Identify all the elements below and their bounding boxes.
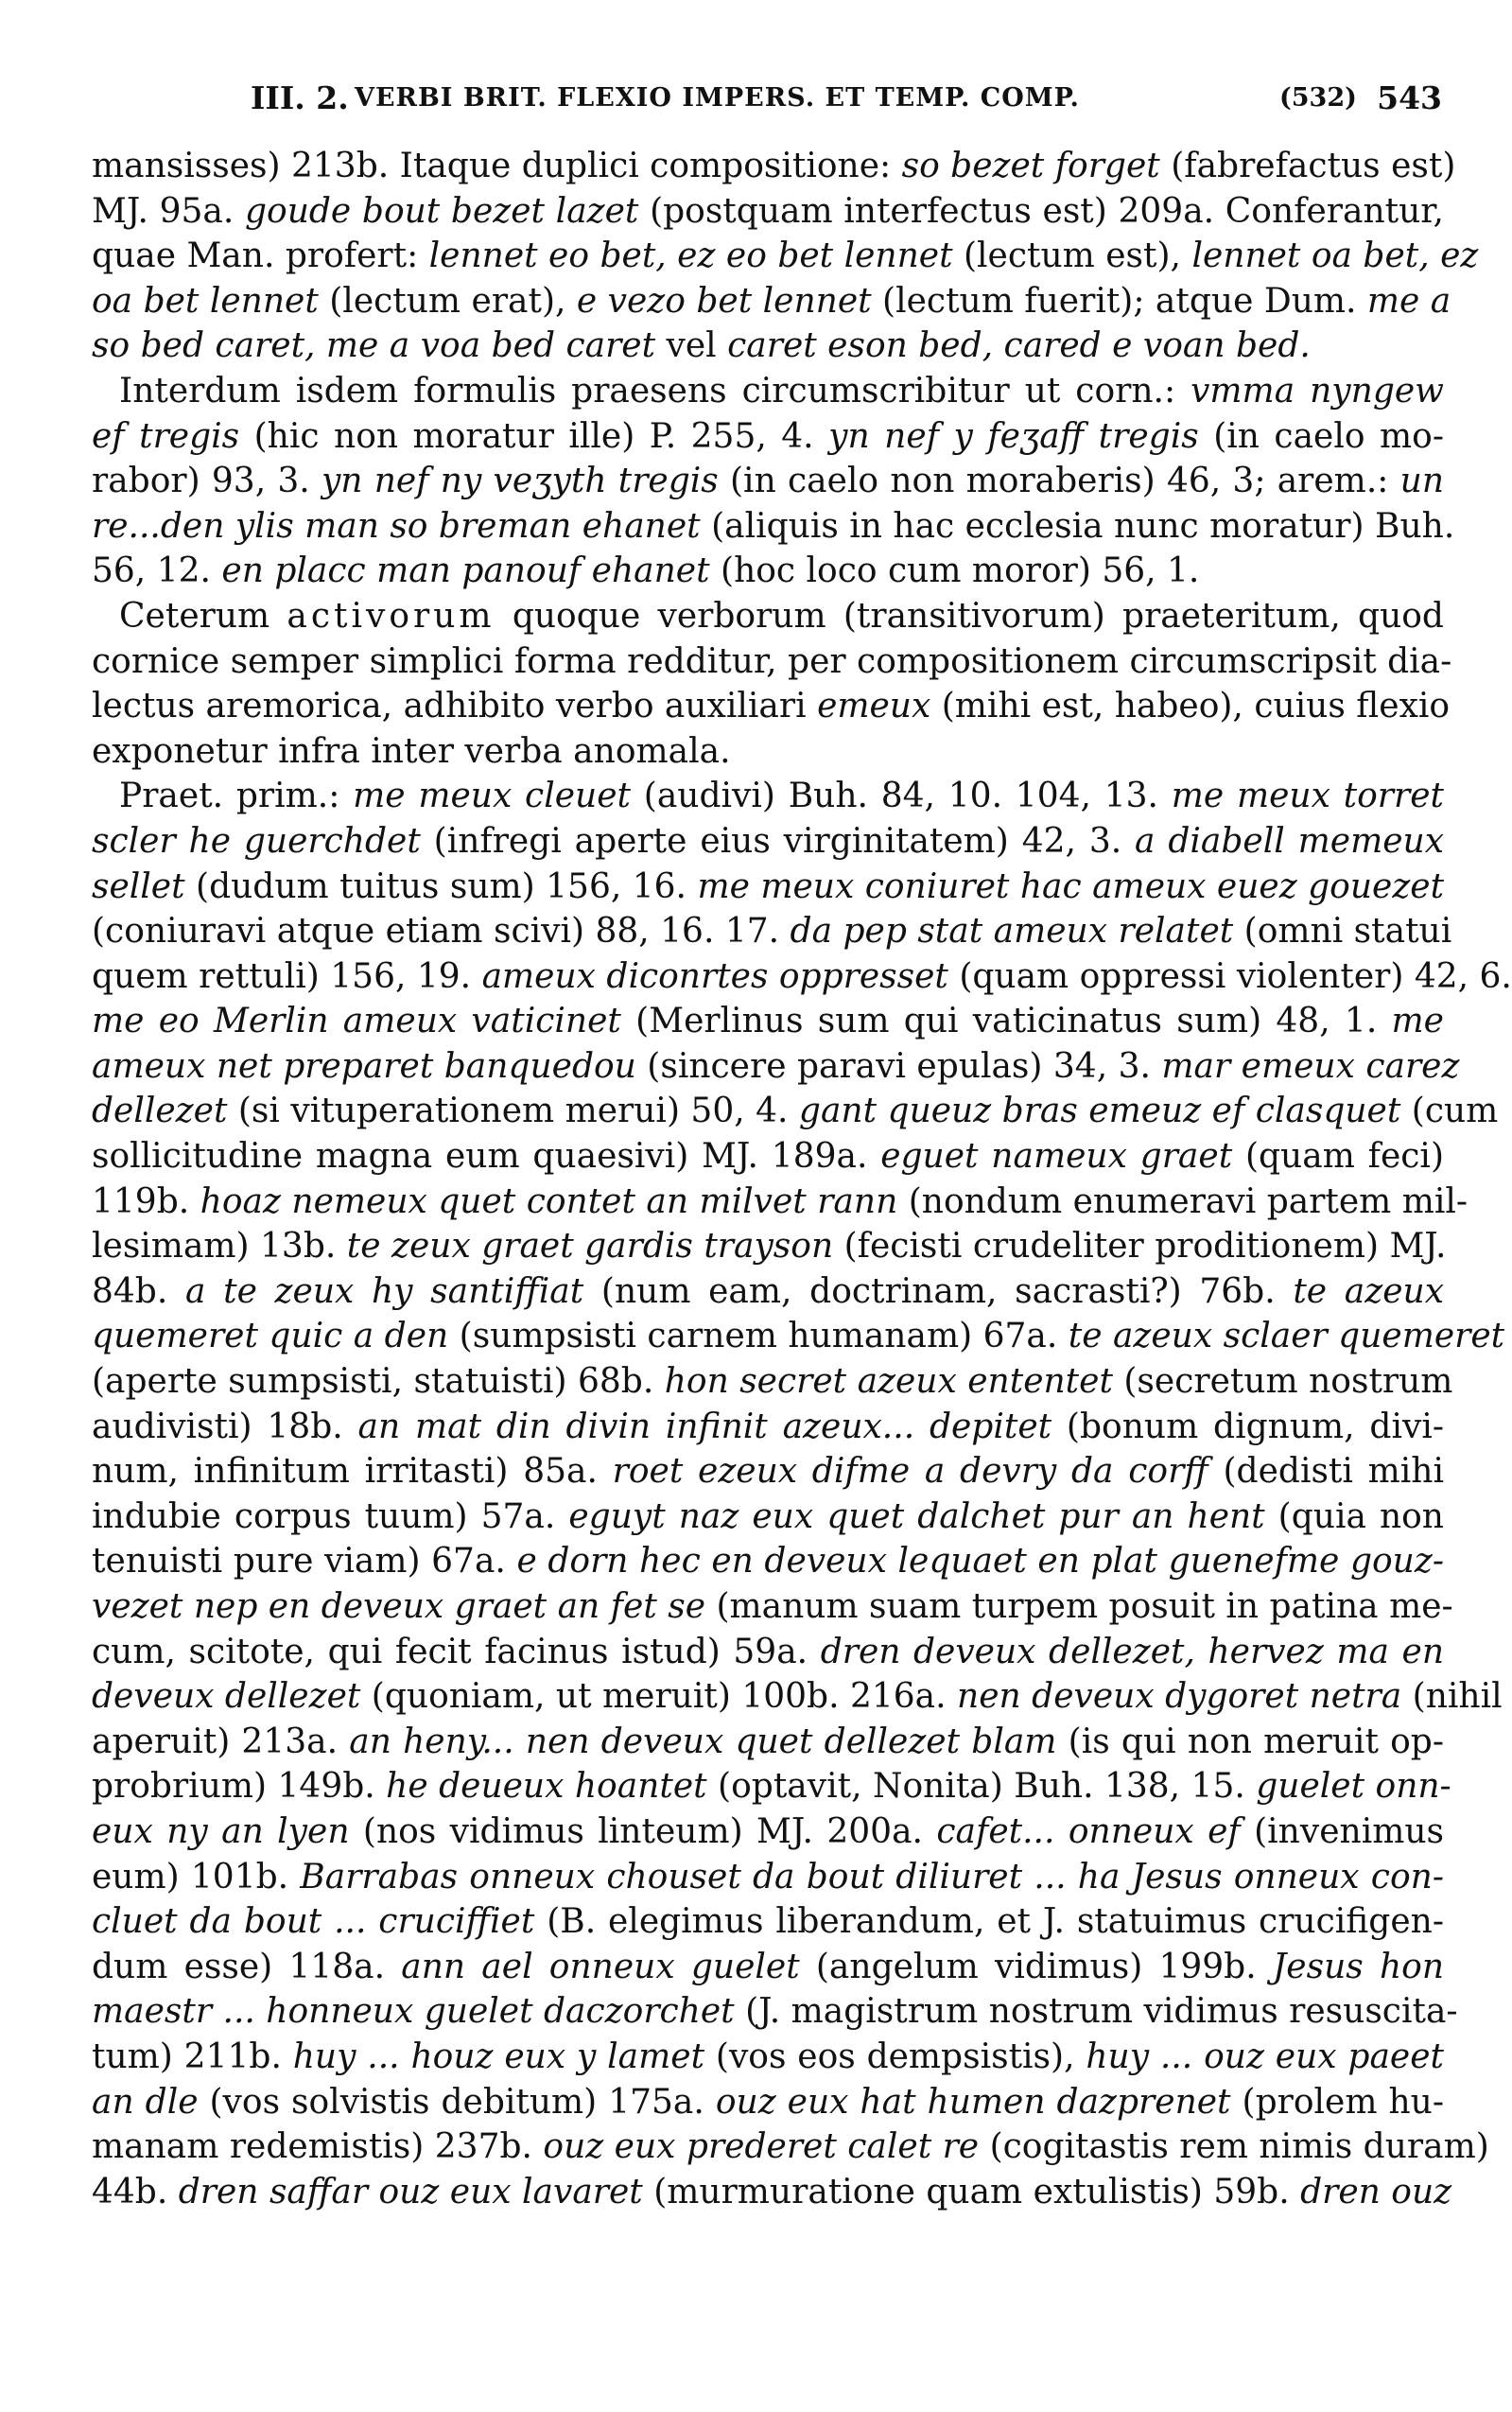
breton-quote: ann ael onneux guelet — [401, 1947, 800, 1986]
breton-quote: huy ... houz eux y lamet — [292, 2036, 705, 2076]
breton-quote: ouz eux prederet calet re — [543, 2127, 980, 2167]
text-line — [92, 414, 1444, 460]
breton-quote: Jesus hon — [1272, 1947, 1445, 1986]
latin-text: tum) 211b. — [92, 2036, 293, 2076]
latin-text: vel — [655, 326, 728, 366]
latin-text: (bonum dignum, divi- — [1051, 1407, 1444, 1446]
text-line — [92, 1989, 1458, 2035]
text-line — [92, 1809, 1444, 1855]
text-line — [92, 1899, 1444, 1945]
text-line — [92, 819, 1444, 865]
text-line — [92, 504, 1455, 550]
latin-text: (optavit, Nonita) Buh. 138, 15. — [706, 1767, 1257, 1807]
breton-quote: sellet — [92, 866, 185, 906]
body-text — [92, 144, 1512, 2214]
breton-quote: me meux cleuet — [353, 777, 631, 816]
latin-text: (sincere paravi epulas) 34, 3. — [635, 1046, 1162, 1086]
latin-text: probrium) 149b. — [92, 1767, 387, 1807]
latin-text: (dudum tuitus sum) 156, 16. — [184, 866, 698, 906]
latin-text: (sumpsisti carnem humanam) 67a. — [448, 1317, 1069, 1356]
breton-quote: so bed caret, me a voa bed caret — [92, 326, 656, 366]
breton-quote: Barrabas onneux chouset da bout diliuret ... ha Jesus onneux con- — [300, 1857, 1444, 1896]
breton-quote: lennet eo bet, ez eo bet lennet — [428, 236, 953, 276]
latin-text: lectus aremorica, adhibito verbo auxiliari — [92, 687, 818, 726]
breton-quote: caret eson bed, cared e voan bed. — [727, 326, 1311, 366]
breton-quote: eguyt naz eux quet dalchet pur an hent — [568, 1496, 1265, 1536]
breton-quote: yn nef ny veʒyth tregis — [321, 462, 719, 501]
breton-quote: mar emeux carez — [1161, 1046, 1460, 1086]
latin-text: (secretum nostrum — [1112, 1362, 1453, 1402]
text-line — [92, 999, 1444, 1044]
latin-text: (aliquis in hac ecclesia nunc moratur) Buh. — [700, 506, 1455, 546]
latin-text: 84b. — [92, 1271, 185, 1311]
breton-quote: emeux — [817, 687, 931, 726]
breton-quote: quemeret quic a den — [92, 1317, 449, 1356]
section-number: III. 2. — [251, 79, 349, 116]
latin-text: (mihi est, habeo), cuius flexio — [930, 687, 1451, 726]
latin-text: (cum — [1400, 1092, 1499, 1131]
latin-text: activorum — [287, 596, 495, 636]
breton-quote: an mat din divin infinit azeux... depitet — [357, 1407, 1052, 1446]
breton-quote: un — [1399, 462, 1445, 501]
breton-quote: roet ezeux difme a devry da corff — [612, 1452, 1208, 1492]
breton-quote: vmma nyngew — [1190, 371, 1444, 411]
breton-quote: dren deveux dellezet, hervez ma en — [820, 1632, 1445, 1671]
latin-text: (postquam interfectus est) 209a. Conferantur, — [638, 191, 1444, 231]
latin-text: (lectum fuerit); atque Dum. — [871, 281, 1367, 321]
breton-quote: he deueux hoantet — [386, 1767, 707, 1807]
latin-text: Ceterum — [119, 596, 287, 636]
breton-quote: me a — [1366, 281, 1451, 321]
latin-text: indubie corpus tuum) 57a. — [92, 1496, 569, 1536]
latin-text: (coniuravi atque etiam scivi) 88, 16. 17. — [92, 912, 791, 952]
text-line — [92, 2035, 1444, 2080]
latin-text: (dedisti mihi — [1208, 1452, 1444, 1492]
breton-quote: dren ouz — [1300, 2172, 1452, 2211]
latin-text: exponetur infra inter verba anomala. — [92, 731, 731, 771]
latin-text: sollicitudine magna eum quaesivi) MJ. 189a. — [92, 1137, 881, 1177]
breton-quote: me meux torret — [1171, 777, 1444, 816]
latin-text: (fabrefactus est) — [1159, 147, 1456, 185]
breton-quote: hon secret azeux ententet — [664, 1362, 1113, 1402]
breton-quote: an heny... nen deveux quet dellezet blam — [349, 1722, 1057, 1761]
text-line — [92, 684, 1451, 729]
text-line — [92, 1855, 1444, 1900]
breton-quote: en placc man panouf ehanet — [221, 551, 710, 591]
text-line — [92, 954, 1512, 1000]
text-line — [92, 234, 1479, 279]
breton-quote: e dorn hec en deveux lequaet en plat guenefme gouz- — [516, 1542, 1444, 1582]
latin-text: eum) 101b. — [92, 1857, 301, 1896]
text-line — [92, 639, 1452, 685]
text-line — [92, 1269, 1444, 1315]
latin-text: (hic non moratur ille) P. 255, 4. — [239, 416, 829, 456]
latin-text: (quam oppressi violenter) 42, 6. — [947, 956, 1512, 996]
latin-text: (B. elegimus liberandum, et J. statuimus crucifigen- — [534, 1902, 1445, 1942]
breton-quote: eguet nameux graet — [880, 1137, 1233, 1177]
text-line — [92, 1359, 1453, 1405]
breton-quote: vezet nep en deveux graet an fet se — [92, 1587, 706, 1626]
text-line — [92, 459, 1444, 504]
breton-quote: hoaz nemeux quet contet an milvet rann — [200, 1181, 898, 1221]
breton-quote: ameux net preparet banquedou — [92, 1046, 636, 1086]
latin-text: (Merlinus sum qui vaticinatus sum) 48, 1. — [620, 1002, 1392, 1041]
latin-text: (murmuratione quam extulistis) 59b. — [642, 2172, 1301, 2211]
latin-text: rabor) 93, 3. — [92, 462, 322, 501]
latin-text: mansisses) 213b. Itaque duplici compositione: — [92, 147, 902, 185]
text-line — [92, 1630, 1444, 1675]
latin-text: (nondum enumeravi partem mil- — [897, 1181, 1469, 1221]
latin-text: 56, 12. — [92, 551, 222, 591]
breton-quote: e vezo bet lennet — [576, 281, 872, 321]
breton-quote: a te zeux hy santiffiat — [184, 1271, 584, 1311]
text-line — [92, 2170, 1452, 2215]
latin-text: (angelum vidimus) 199b. — [799, 1947, 1273, 1986]
breton-quote: scler he guerchdet — [92, 821, 421, 861]
latin-text: quoque verborum (transitivorum) praeteritum, quod — [495, 596, 1444, 636]
text-line — [92, 1674, 1503, 1720]
text-line — [92, 1044, 1460, 1090]
breton-quote: huy ... ouz eux paeet — [1086, 2036, 1444, 2076]
text-line — [92, 1764, 1451, 1809]
latin-text: (prolem hu- — [1230, 2082, 1444, 2122]
breton-quote: goude bout bezet lazet — [244, 191, 639, 231]
breton-quote: cafet... onneux ef — [936, 1811, 1241, 1851]
latin-text: num, infinitum irritasti) 85a. — [92, 1452, 613, 1492]
text-line — [92, 1180, 1469, 1225]
breton-quote: re...den ylis man so breman ehanet — [92, 506, 701, 546]
latin-text: (quam feci) — [1232, 1137, 1444, 1177]
breton-quote: te azeux — [1293, 1271, 1445, 1311]
text-line — [92, 2124, 1489, 2170]
latin-text: quem rettuli) 156, 19. — [92, 956, 482, 996]
breton-quote: ameux diconrtes oppresset — [481, 956, 948, 996]
latin-text: (vos eos dempsistis), — [704, 2036, 1086, 2076]
text-line — [92, 144, 1456, 189]
latin-text: cum, scitote, qui fecit facinus istud) 59a. — [92, 1632, 821, 1671]
latin-text: (num eam, doctrinam, sacrasti?) 76b. — [583, 1271, 1294, 1311]
latin-text: (fecisti crudeliter proditionem) MJ. — [833, 1227, 1447, 1267]
latin-text: (cogitastis rem nimis duram) — [979, 2127, 1489, 2167]
running-header — [251, 76, 1442, 121]
latin-text: Praet. prim.: — [119, 777, 354, 816]
text-line — [92, 1089, 1499, 1134]
latin-text: cornice semper simplici forma redditur, per compositionem circumscripsit dia- — [92, 641, 1452, 681]
text-line — [92, 1314, 1505, 1359]
running-title: VERBI BRIT. FLEXIO IMPERS. ET TEMP. COMP. — [355, 83, 1080, 113]
text-line — [92, 729, 1444, 775]
text-line — [92, 1945, 1444, 1990]
latin-text: audivisti) 18b. — [92, 1407, 358, 1446]
latin-text: (lectum erat), — [318, 281, 577, 321]
breton-quote: te zeux graet gardis trayson — [346, 1227, 834, 1267]
latin-text: (in caelo non moraberis) 46, 3; arem.: — [718, 462, 1400, 501]
breton-quote: yn nef y feʒaff tregis — [828, 416, 1199, 456]
latin-text: Interdum isdem formulis praesens circumscribitur ut corn.: — [119, 371, 1191, 411]
original-page-ref: (532) — [1279, 83, 1357, 113]
text-line — [92, 1539, 1444, 1584]
latin-text: quae Man. profert: — [92, 236, 429, 276]
page-number: 543 — [1377, 79, 1442, 116]
text-line — [92, 1405, 1444, 1450]
text-line — [92, 594, 1444, 639]
text-line — [92, 2080, 1444, 2125]
text-line — [92, 1720, 1444, 1765]
latin-text: MJ. 95a. — [92, 191, 245, 231]
breton-quote: oa bet lennet — [92, 281, 319, 321]
text-line — [92, 1584, 1453, 1630]
latin-text: (is qui non meruit op- — [1056, 1722, 1444, 1761]
text-line — [92, 909, 1452, 954]
breton-quote: eux ny an lyen — [92, 1811, 350, 1851]
breton-quote: cluet da bout ... cruciffiet — [92, 1902, 535, 1942]
latin-text: (quia non — [1264, 1496, 1444, 1536]
latin-text: (infregi aperte eius virginitatem) 42, 3. — [420, 821, 1136, 861]
latin-text: (manum suam turpem posuit in patina me- — [705, 1587, 1453, 1626]
text-line — [92, 279, 1451, 324]
breton-quote: an dle — [92, 2082, 199, 2122]
text-line — [92, 1449, 1444, 1494]
breton-quote: da pep stat ameux relatet — [790, 912, 1234, 952]
latin-text: (aperte sumpsisti, statuisti) 68b. — [92, 1362, 665, 1402]
breton-quote: lennet oa bet, ez — [1191, 236, 1479, 276]
text-line — [92, 1134, 1444, 1180]
latin-text: (J. magistrum nostrum vidimus resuscita- — [734, 1992, 1458, 2032]
latin-text: lesimam) 13b. — [92, 1227, 347, 1267]
breton-quote: te azeux sclaer quemeret — [1068, 1317, 1505, 1356]
breton-quote: a diabell memeux — [1135, 821, 1445, 861]
latin-text: (si vituperationem merui) 50, 4. — [227, 1092, 799, 1131]
latin-text: (audivi) Buh. 84, 10. 104, 13. — [631, 777, 1172, 816]
breton-quote: dellezet — [92, 1092, 228, 1131]
latin-text: (vos solvistis debitum) 175a. — [198, 2082, 716, 2122]
text-line — [92, 189, 1444, 235]
breton-quote: nen deveux dygoret netra — [957, 1677, 1402, 1717]
text-line — [92, 1224, 1447, 1269]
breton-quote: ouz eux hat humen dazprenet — [715, 2082, 1231, 2122]
latin-text: (invenimus — [1240, 1811, 1444, 1851]
latin-text: (omni statui — [1233, 912, 1452, 952]
text-line — [92, 369, 1444, 414]
latin-text: aperuit) 213a. — [92, 1722, 350, 1761]
breton-quote: dren saffar ouz eux lavaret — [178, 2172, 643, 2211]
text-line — [92, 865, 1444, 910]
breton-quote: me — [1391, 1002, 1444, 1041]
breton-quote: guelet onn- — [1256, 1767, 1451, 1807]
latin-text: manam redemistis) 237b. — [92, 2127, 544, 2167]
latin-text: 119b. — [92, 1181, 200, 1221]
text-line — [92, 774, 1444, 819]
latin-text: (in caelo mo- — [1198, 416, 1445, 456]
breton-quote: deveux dellezet — [92, 1677, 361, 1717]
text-line — [92, 1494, 1444, 1540]
latin-text: (nihil — [1401, 1677, 1503, 1717]
text-line — [92, 323, 1444, 369]
breton-quote: me eo Merlin ameux vaticinet — [92, 1002, 621, 1041]
latin-text: (nos vidimus linteum) MJ. 200a. — [349, 1811, 937, 1851]
latin-text: dum esse) 118a. — [92, 1947, 402, 1986]
breton-quote: gant queuz bras emeuz ef clasquet — [798, 1092, 1401, 1131]
breton-quote: so bezet forget — [901, 147, 1160, 185]
breton-quote: me meux coniuret hac ameux euez gouezet — [697, 866, 1445, 906]
latin-text: tenuisti pure viam) 67a. — [92, 1542, 517, 1582]
latin-text: 44b. — [92, 2172, 179, 2211]
breton-quote: ef tregis — [92, 416, 240, 456]
latin-text: (hoc loco cum moror) 56, 1. — [709, 551, 1200, 591]
breton-quote: maestr ... honneux guelet daczorchet — [92, 1992, 735, 2032]
latin-text: (lectum est), — [952, 236, 1192, 276]
text-line — [92, 549, 1444, 594]
latin-text: (quoniam, ut meruit) 100b. 216a. — [360, 1677, 958, 1717]
